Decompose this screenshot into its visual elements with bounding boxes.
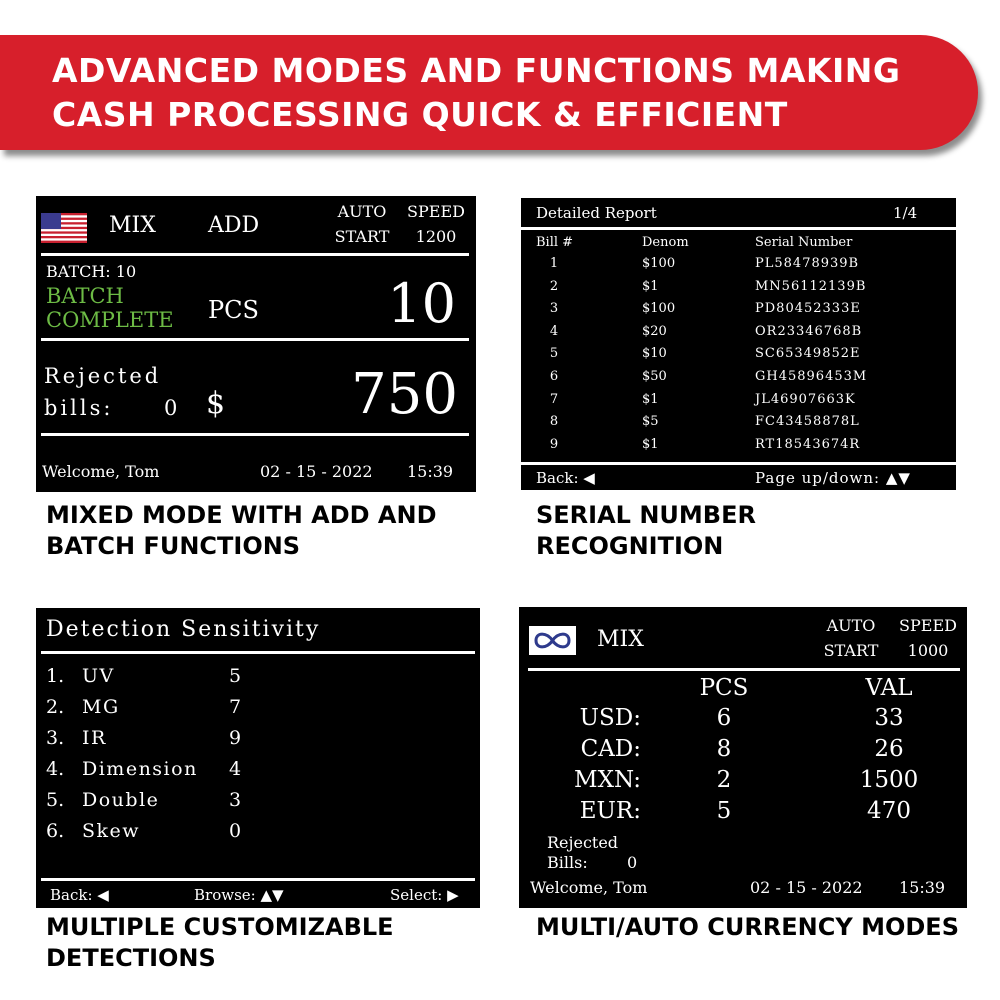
currency-pcs: 5: [716, 798, 732, 824]
welcome-text: Welcome, Tom: [42, 462, 160, 481]
detection-index: 1.: [46, 665, 65, 687]
currency-pcs: 6: [716, 705, 732, 731]
detection-level: 9: [229, 727, 242, 749]
currency-code: EUR:: [579, 798, 641, 824]
add-label: ADD: [208, 213, 260, 238]
caption-detections: MULTIPLE CUSTOMIZABLE DETECTIONS: [46, 913, 394, 972]
currency-value: 33: [874, 705, 904, 731]
divider: [528, 668, 960, 671]
banner-line-2: CASH PROCESSING QUICK & EFFICIENT: [52, 95, 788, 134]
sensitivity-title: Detection Sensitivity: [46, 617, 321, 642]
start-label: START: [334, 227, 390, 246]
bill-denom: $50: [642, 369, 667, 384]
serial-report-screen: [521, 198, 956, 490]
bill-denom: $5: [642, 414, 659, 430]
bill-serial: SC65349852E: [755, 346, 861, 362]
mode-label: MIX: [597, 627, 644, 652]
bill-number: 6: [549, 369, 559, 384]
auto-label: AUTO: [826, 616, 876, 635]
mode-label: MIX: [109, 213, 156, 238]
detection-name: MG: [82, 696, 120, 718]
detection-name: UV: [82, 665, 115, 687]
currency-value: 1500: [859, 767, 919, 793]
detection-level: 5: [229, 665, 242, 687]
page-nav-hint[interactable]: Page up/down: ▲▼: [755, 469, 911, 487]
speed-value: 1000: [907, 641, 949, 660]
detection-level: 4: [229, 758, 242, 780]
banner-line-1: ADVANCED MODES AND FUNCTIONS MAKING: [52, 51, 901, 90]
divider: [521, 462, 956, 465]
rejected-label: Rejected: [547, 833, 619, 852]
bill-number: 9: [549, 436, 559, 452]
divider: [41, 253, 469, 256]
detection-name: Double: [82, 789, 160, 811]
bill-number: 4: [549, 323, 559, 339]
detection-name: IR: [82, 727, 107, 749]
back-hint[interactable]: Back: ◀: [536, 469, 595, 487]
detection-index: 3.: [46, 727, 65, 749]
bill-number: 5: [549, 346, 559, 362]
divider: [521, 227, 956, 230]
bill-serial: JL46907663K: [755, 391, 856, 407]
caption-serial: SERIAL NUMBER RECOGNITION: [536, 501, 756, 560]
time: 15:39: [407, 462, 454, 481]
infinity-logo-icon: [529, 626, 576, 655]
rejected-count: 0: [164, 396, 178, 420]
us-flag-icon: [41, 213, 87, 243]
bill-number: 3: [549, 301, 559, 317]
detection-level: 0: [229, 820, 242, 842]
pcs-header: PCS: [699, 675, 749, 701]
welcome-text: Welcome, Tom: [530, 878, 648, 897]
bill-denom: $20: [642, 323, 667, 339]
bill-number: 7: [549, 391, 559, 407]
val-header: VAL: [865, 675, 913, 701]
report-title: Detailed Report: [536, 204, 657, 222]
detection-sensitivity-screen: [36, 608, 480, 908]
bill-serial: RT18543674R: [755, 436, 861, 452]
bill-serial: PL58478939B: [755, 256, 860, 271]
detection-index: 4.: [46, 758, 65, 780]
auto-label: AUTO: [337, 202, 387, 221]
speed-value: 1200: [415, 227, 457, 246]
detection-level: 7: [229, 696, 242, 718]
divider: [41, 433, 469, 436]
currency-code: MXN:: [574, 767, 641, 793]
bill-serial: PD80452333E: [755, 301, 861, 317]
header-bill: Bill #: [536, 235, 574, 250]
multi-currency-screen: [519, 607, 967, 908]
bill-number: 1: [549, 256, 559, 271]
date: 02 - 15 - 2022: [750, 878, 863, 897]
currency-code: CAD:: [580, 736, 641, 762]
mixed-mode-screen: [36, 196, 476, 492]
rejected-bills-label: bills:: [44, 396, 114, 420]
currency-symbol: $: [206, 386, 226, 421]
bill-serial: GH45896453M: [755, 369, 868, 384]
speed-label: SPEED: [899, 616, 957, 635]
start-label: START: [823, 641, 879, 660]
rejected-label: Rejected: [44, 364, 162, 388]
header-banner: [0, 35, 978, 150]
batch-size: BATCH: 10: [46, 262, 137, 281]
total-value: 750: [351, 362, 458, 427]
page-indicator: 1/4: [893, 204, 918, 222]
divider: [41, 878, 475, 881]
date: 02 - 15 - 2022: [260, 462, 373, 481]
bill-serial: MN56112139B: [755, 278, 867, 294]
bill-number: 8: [549, 414, 559, 430]
rejected-bills-label: Bills:: [547, 853, 588, 872]
bill-number: 2: [549, 278, 559, 294]
detection-index: 2.: [46, 696, 65, 718]
time: 15:39: [899, 878, 946, 897]
currency-pcs: 8: [716, 736, 732, 762]
bill-serial: OR23346768B: [755, 323, 863, 339]
header-denom: Denom: [642, 235, 689, 250]
detection-name: Dimension: [82, 758, 198, 780]
piece-count: 10: [387, 272, 456, 335]
currency-code: USD:: [579, 705, 641, 731]
bill-denom: $1: [642, 278, 659, 294]
detection-index: 6.: [46, 820, 65, 842]
divider: [41, 338, 469, 341]
bill-denom: $10: [642, 346, 667, 362]
speed-label: SPEED: [407, 202, 465, 221]
browse-hint[interactable]: Browse: ▲▼: [194, 886, 284, 904]
bill-denom: $100: [642, 301, 676, 317]
divider: [41, 651, 475, 654]
bill-denom: $1: [642, 436, 659, 452]
batch-complete-status-2: COMPLETE: [46, 308, 174, 332]
batch-complete-status: BATCH: [46, 284, 124, 308]
pcs-label: PCS: [208, 296, 259, 324]
header-serial: Serial Number: [755, 235, 853, 250]
detection-index: 5.: [46, 789, 65, 811]
detection-name: Skew: [82, 820, 141, 842]
bill-denom: $100: [642, 256, 676, 271]
bill-denom: $1: [642, 391, 659, 407]
rejected-count: 0: [627, 853, 638, 872]
detection-level: 3: [229, 789, 242, 811]
currency-value: 470: [867, 798, 911, 824]
back-hint[interactable]: Back: ◀: [50, 886, 109, 904]
currency-pcs: 2: [716, 767, 732, 793]
caption-currency: MULTI/AUTO CURRENCY MODES: [536, 913, 959, 941]
bill-serial: FC43458878L: [755, 414, 860, 430]
select-hint[interactable]: Select: ▶: [390, 886, 459, 904]
currency-value: 26: [874, 736, 904, 762]
caption-mixed-mode: MIXED MODE WITH ADD AND BATCH FUNCTIONS: [46, 501, 437, 560]
